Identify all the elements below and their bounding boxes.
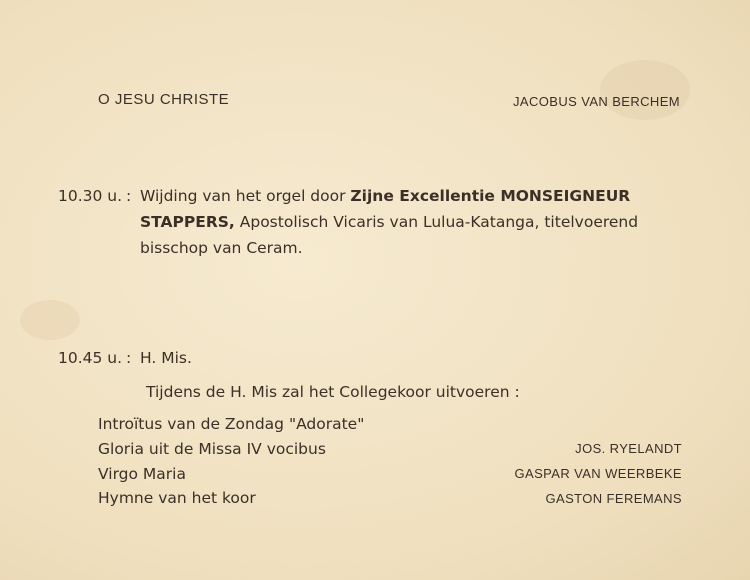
mass-title: H. Mis. xyxy=(140,349,192,367)
program-composer: JOS. RYELANDT xyxy=(575,441,682,456)
separator-1045: : xyxy=(126,349,132,367)
consecration-line-3: bisschop van Ceram. xyxy=(140,239,303,257)
separator-1030: : xyxy=(126,187,132,205)
program-piece: Virgo Maria xyxy=(98,465,186,483)
program-composer: GASPAR VAN WEERBEKE xyxy=(514,466,682,481)
bishop-name: STAPPERS, xyxy=(140,213,235,231)
program-piece: Hymne van het koor xyxy=(98,489,256,507)
bishop-title: Apostolisch Vicaris van Lulua-Katanga, titelvoerend xyxy=(234,213,639,231)
paper-stain xyxy=(600,60,690,120)
time-1045: 10.45 u. xyxy=(58,349,123,367)
program-composer: GASTON FEREMANS xyxy=(545,491,682,506)
excellency-name: Zijne Excellentie MONSEIGNEUR xyxy=(350,187,631,205)
hymn-composer: JACOBUS VAN BERCHEM xyxy=(513,94,680,109)
choir-intro: Tijdens de H. Mis zal het Collegekoor uitvoeren : xyxy=(146,383,520,401)
consecration-line-2 xyxy=(140,209,638,235)
paper-stain xyxy=(20,300,80,340)
hymn-title: O JESU CHRISTE xyxy=(98,91,230,108)
program-piece: Gloria uit de Missa IV vocibus xyxy=(98,440,326,458)
consecration-text: Wijding van het orgel door xyxy=(140,187,351,205)
program-piece: Introïtus van de Zondag "Adorate" xyxy=(98,415,365,433)
consecration-line-1 xyxy=(140,183,630,209)
time-1030: 10.30 u. xyxy=(58,187,123,205)
